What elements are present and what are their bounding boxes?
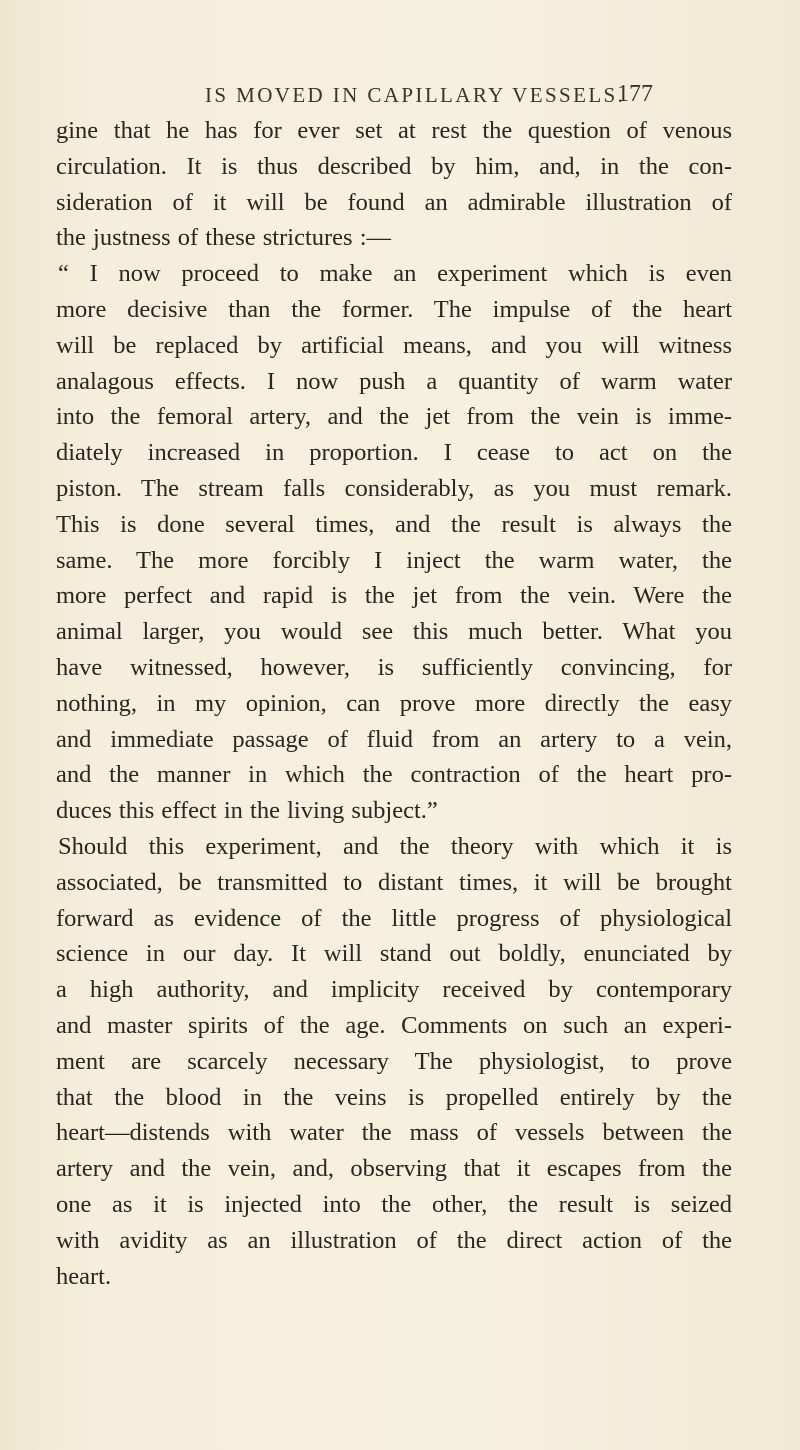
text-line: ment are scarcely necessary The physiologist, to prove <box>56 1047 732 1075</box>
page-number: 177 <box>617 81 653 107</box>
text-line: piston. The stream falls considerably, as you must remark. <box>56 474 732 502</box>
text-line: into the femoral artery, and the jet from the vein is imme- <box>56 403 732 431</box>
text-line: and the manner in which the contraction of the heart pro- <box>56 761 732 789</box>
text-line: and master spirits of the age. Comments on such an experi- <box>56 1011 732 1039</box>
text-line: will be replaced by artificial means, and you will witness <box>56 331 732 359</box>
text-line: nothing, in my opinion, can prove more directly the easy <box>56 689 732 717</box>
text-line: sideration of it will be found an admirable illustration of <box>56 188 732 216</box>
text-line: one as it is injected into the other, the result is seized <box>56 1190 732 1218</box>
text-line: a high authority, and implicity received by contemporary <box>56 976 732 1004</box>
text-line: and immediate passage of fluid from an artery to a vein, <box>56 725 732 753</box>
text-line: with avidity as an illustration of the direct action of the <box>56 1226 732 1254</box>
text-line: duces this effect in the living subject.” <box>56 797 438 825</box>
text-line: the justness of these strictures :— <box>56 224 392 252</box>
text-line: diately increased in proportion. I cease to act on the <box>56 439 732 467</box>
body-text <box>56 113 732 1294</box>
text-line: forward as evidence of the little progress of physiological <box>56 904 732 932</box>
text-line: This is done several times, and the result is always the <box>56 510 732 538</box>
text-line: heart—distends with water the mass of vessels between the <box>56 1119 732 1147</box>
text-line: more decisive than the former. The impulse of the heart <box>56 295 732 323</box>
text-line: artery and the vein, and, observing that it escapes from the <box>56 1155 732 1183</box>
text-line: more perfect and rapid is the jet from the vein. Were the <box>56 582 732 610</box>
text-line: heart. <box>56 1262 112 1290</box>
text-line: science in our day. It will stand out boldly, enunciated by <box>56 940 732 968</box>
text-line: gine that he has for ever set at rest the question of venous <box>56 117 732 144</box>
text-line: Should this experiment, and the theory with which it is <box>58 832 732 860</box>
text-line: “ I now proceed to make an experiment which is even <box>58 260 732 288</box>
running-head <box>0 83 800 113</box>
text-line: associated, be transmitted to distant times, it will be brought <box>56 868 732 896</box>
text-line: animal larger, you would see this much better. What you <box>56 618 732 646</box>
text-line: circulation. It is thus described by him, and, in the con- <box>56 152 732 180</box>
running-title: IS MOVED IN CAPILLARY VESSELS. <box>205 83 626 107</box>
text-line: that the blood in the veins is propelled entirely by the <box>56 1083 732 1111</box>
text-line: same. The more forcibly I inject the warm water, the <box>56 546 732 574</box>
text-line: analagous effects. I now push a quantity of warm water <box>56 367 732 395</box>
text-line: have witnessed, however, is sufficiently convincing, for <box>56 653 732 681</box>
